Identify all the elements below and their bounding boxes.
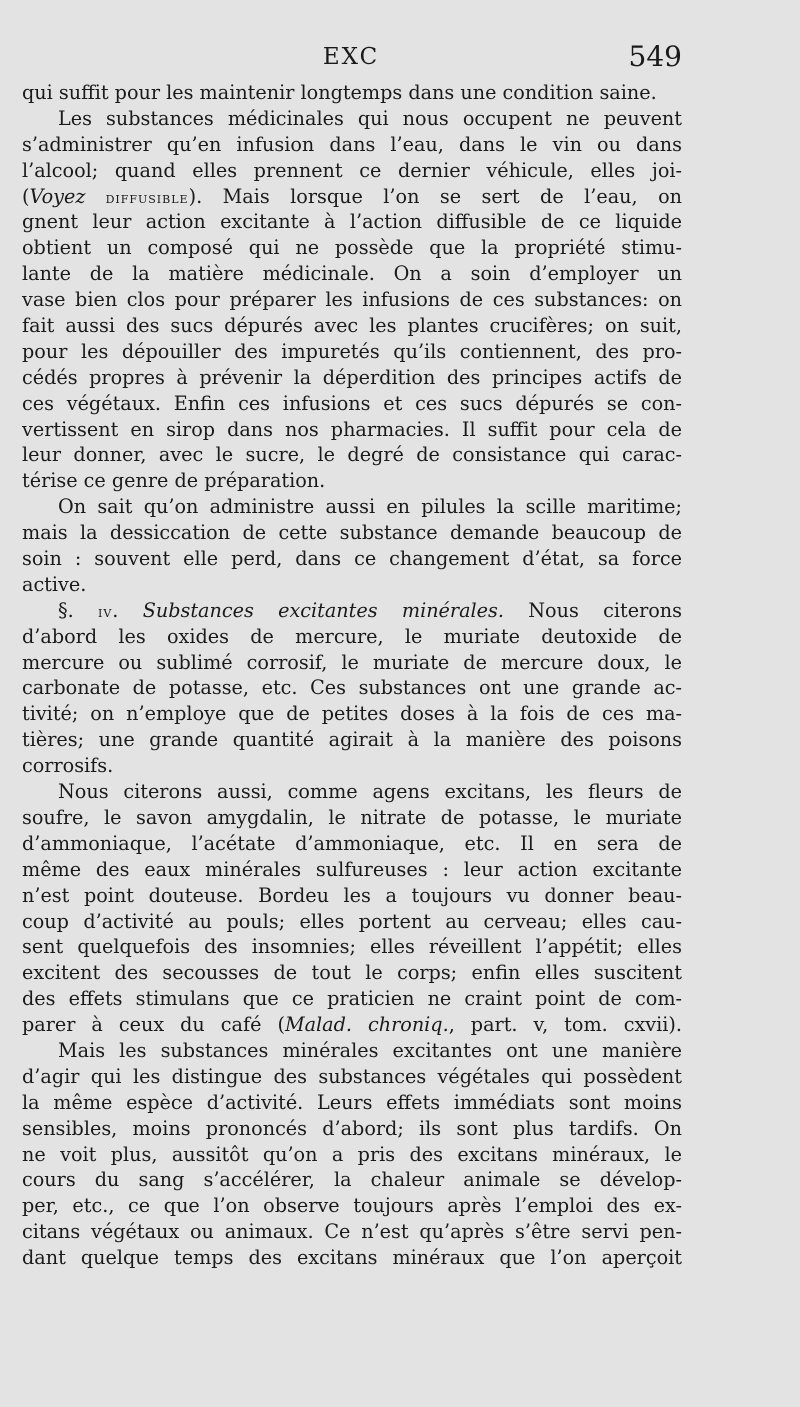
text-line [22, 1038, 682, 1064]
text-line [22, 494, 682, 520]
line-text: sent quelquefois des insomnies; elles réveillent l’appétit; elles [22, 935, 682, 959]
line-sc: diffusible [85, 188, 189, 207]
text-line [22, 1090, 682, 1116]
text-line [22, 391, 682, 417]
line-text: corrosifs. [22, 754, 114, 778]
text-line [22, 805, 682, 831]
line-text: d’ammoniaque, l’acétate d’ammoniaque, etc. Il en sera de [22, 831, 682, 855]
text-line [22, 442, 682, 468]
line-text: gnent leur action excitante à l’action diffusible de ce liquide [22, 210, 682, 234]
text-line [22, 132, 682, 158]
page-number: 549 [628, 40, 682, 73]
line-text: vase bien clos pour préparer les infusions de ces substances: on [22, 288, 682, 312]
text-line [22, 857, 682, 883]
line-text: mais la dessiccation de cette substance demande beaucoup de [22, 521, 682, 545]
line-sc: iv [98, 602, 113, 621]
line-text: des effets stimulans que ce praticien ne craint point de com- [22, 987, 682, 1011]
text-line [22, 701, 682, 727]
text-line [22, 546, 682, 572]
line-text: ne voit plus, aussitôt qu’on a pris des excitans minéraux, le [22, 1142, 682, 1166]
text-line [22, 261, 682, 287]
line-post: ). Mais lorsque l’on se sert de l’eau, on [188, 184, 682, 208]
text-line [22, 909, 682, 935]
line-text: lante de la matière médicinale. On a soin d’employer un [22, 262, 682, 286]
line-text: mercure ou sublimé corrosif, le muriate de mercure doux, le [22, 650, 682, 674]
text-line [22, 1116, 682, 1142]
text-line [22, 1012, 682, 1038]
line-text: térise ce genre de préparation. [22, 469, 326, 493]
text-line [22, 1193, 682, 1219]
line-italic: Voyez [29, 184, 86, 208]
text-line [22, 313, 682, 339]
line-text: vertissent en sirop dans nos pharmacies. Il suffit pour cela de [22, 417, 682, 441]
text-line [22, 209, 682, 235]
text-line [22, 883, 682, 909]
line-text: dant quelque temps des excitans minéraux que l’on aperçoit [22, 1246, 682, 1270]
line-text: Les substances médicinales qui nous occupent ne peuvent [58, 106, 682, 130]
line-post: . [112, 598, 143, 622]
line-text: d’agir qui les distingue des substances végétales qui possèdent [22, 1064, 682, 1088]
text-line [22, 520, 682, 546]
text-line [22, 158, 682, 184]
text-line [22, 934, 682, 960]
text-line [22, 1167, 682, 1193]
line-text: per, etc., ce que l’on observe toujours après l’emploi des ex- [22, 1194, 682, 1218]
line-text: obtient un composé qui ne possède que la propriété stimu- [22, 236, 682, 260]
line-text: s’administrer qu’en infusion dans l’eau, dans le vin ou dans [22, 132, 682, 156]
line-text: tières; une grande quantité agirait à la manière des poisons [22, 728, 682, 752]
text-line [22, 184, 682, 210]
line-text: coup d’activité au pouls; elles portent au cerveau; elles cau- [22, 909, 682, 933]
line-text: même des eaux minérales sulfureuses : leur action excitante [22, 857, 682, 881]
line-text: d’abord les oxides de mercure, le muriate deutoxide de [22, 624, 682, 648]
line-text: active. [22, 572, 87, 596]
text-line [22, 1245, 682, 1271]
line-pre: ( [22, 184, 30, 208]
text-line [22, 598, 682, 624]
line-text: cédés propres à prévenir la déperdition des principes actifs de [22, 365, 682, 389]
text-line [22, 779, 682, 805]
text-line [22, 417, 682, 443]
line-text: Mais les substances minérales excitantes ont une manière [58, 1038, 682, 1062]
line-post: , part. v, tom. cxvii). [448, 1013, 683, 1037]
body-text [22, 80, 682, 1271]
text-line [22, 1142, 682, 1168]
line-post2: Nous citerons [503, 598, 682, 622]
text-line [22, 831, 682, 857]
line-text: sensibles, moins prononcés d’abord; ils sont plus tardifs. On [22, 1116, 682, 1140]
text-line [22, 1219, 682, 1245]
line-text: la même espèce d’activité. Leurs effets immédiats sont moins [22, 1090, 682, 1114]
text-line [22, 986, 682, 1012]
line-text: fait aussi des sucs dépurés avec les plantes crucifères; on suit, [22, 314, 682, 338]
text-line [22, 1064, 682, 1090]
text-line [22, 235, 682, 261]
line-pre: §. [58, 598, 98, 622]
line-text: pour les dépouiller des impuretés qu’ils contiennent, des pro- [22, 339, 682, 363]
text-line [22, 624, 682, 650]
line-text: cours du sang s’accélérer, la chaleur animale se dévelop- [22, 1168, 682, 1192]
line-text: soin : souvent elle perd, dans ce changement d’état, sa force [22, 547, 682, 571]
text-line [22, 365, 682, 391]
line-text: tivité; on n’employe que de petites doses à la fois de ces ma- [22, 702, 682, 726]
text-line [22, 650, 682, 676]
line-italic2: Substances excitantes minérales. [142, 598, 504, 622]
text-line [22, 753, 682, 779]
line-text: excitent des secousses de tout le corps; enfin elles suscitent [22, 961, 682, 985]
text-line [22, 727, 682, 753]
running-head: EXC [322, 44, 380, 70]
line-text: qui suffit pour les maintenir longtemps dans une condition saine. [22, 81, 657, 104]
line-text: l’alcool; quand elles prennent ce dernier véhicule, elles joi- [22, 158, 682, 182]
text-line [22, 960, 682, 986]
text-line [22, 675, 682, 701]
text-line [22, 287, 682, 313]
line-text: leur donner, avec le sucre, le degré de consistance qui carac- [22, 443, 682, 467]
text-line [22, 468, 682, 494]
line-text: ces végétaux. Enfin ces infusions et ces sucs dépurés se con- [22, 391, 682, 415]
line-text: n’est point douteuse. Bordeu les a toujours vu donner beau- [22, 883, 682, 907]
text-line [22, 106, 682, 132]
text-line [22, 339, 682, 365]
line-text: soufre, le savon amygdalin, le nitrate de potasse, le muriate [22, 805, 682, 829]
line-text: carbonate de potasse, etc. Ces substances ont une grande ac- [22, 676, 682, 700]
page-header [20, 40, 682, 80]
text-line [22, 572, 682, 598]
line-text: Nous citerons aussi, comme agens excitans, les fleurs de [58, 780, 682, 804]
line-text: citans végétaux ou animaux. Ce n’est qu’après s’être servi pen- [22, 1220, 682, 1244]
text-line [22, 80, 682, 106]
line-text: On sait qu’on administre aussi en pilules la scille maritime; [58, 495, 682, 519]
line-pre: parer à ceux du café ( [22, 1013, 285, 1037]
line-italic: Malad. chroniq. [284, 1013, 449, 1037]
